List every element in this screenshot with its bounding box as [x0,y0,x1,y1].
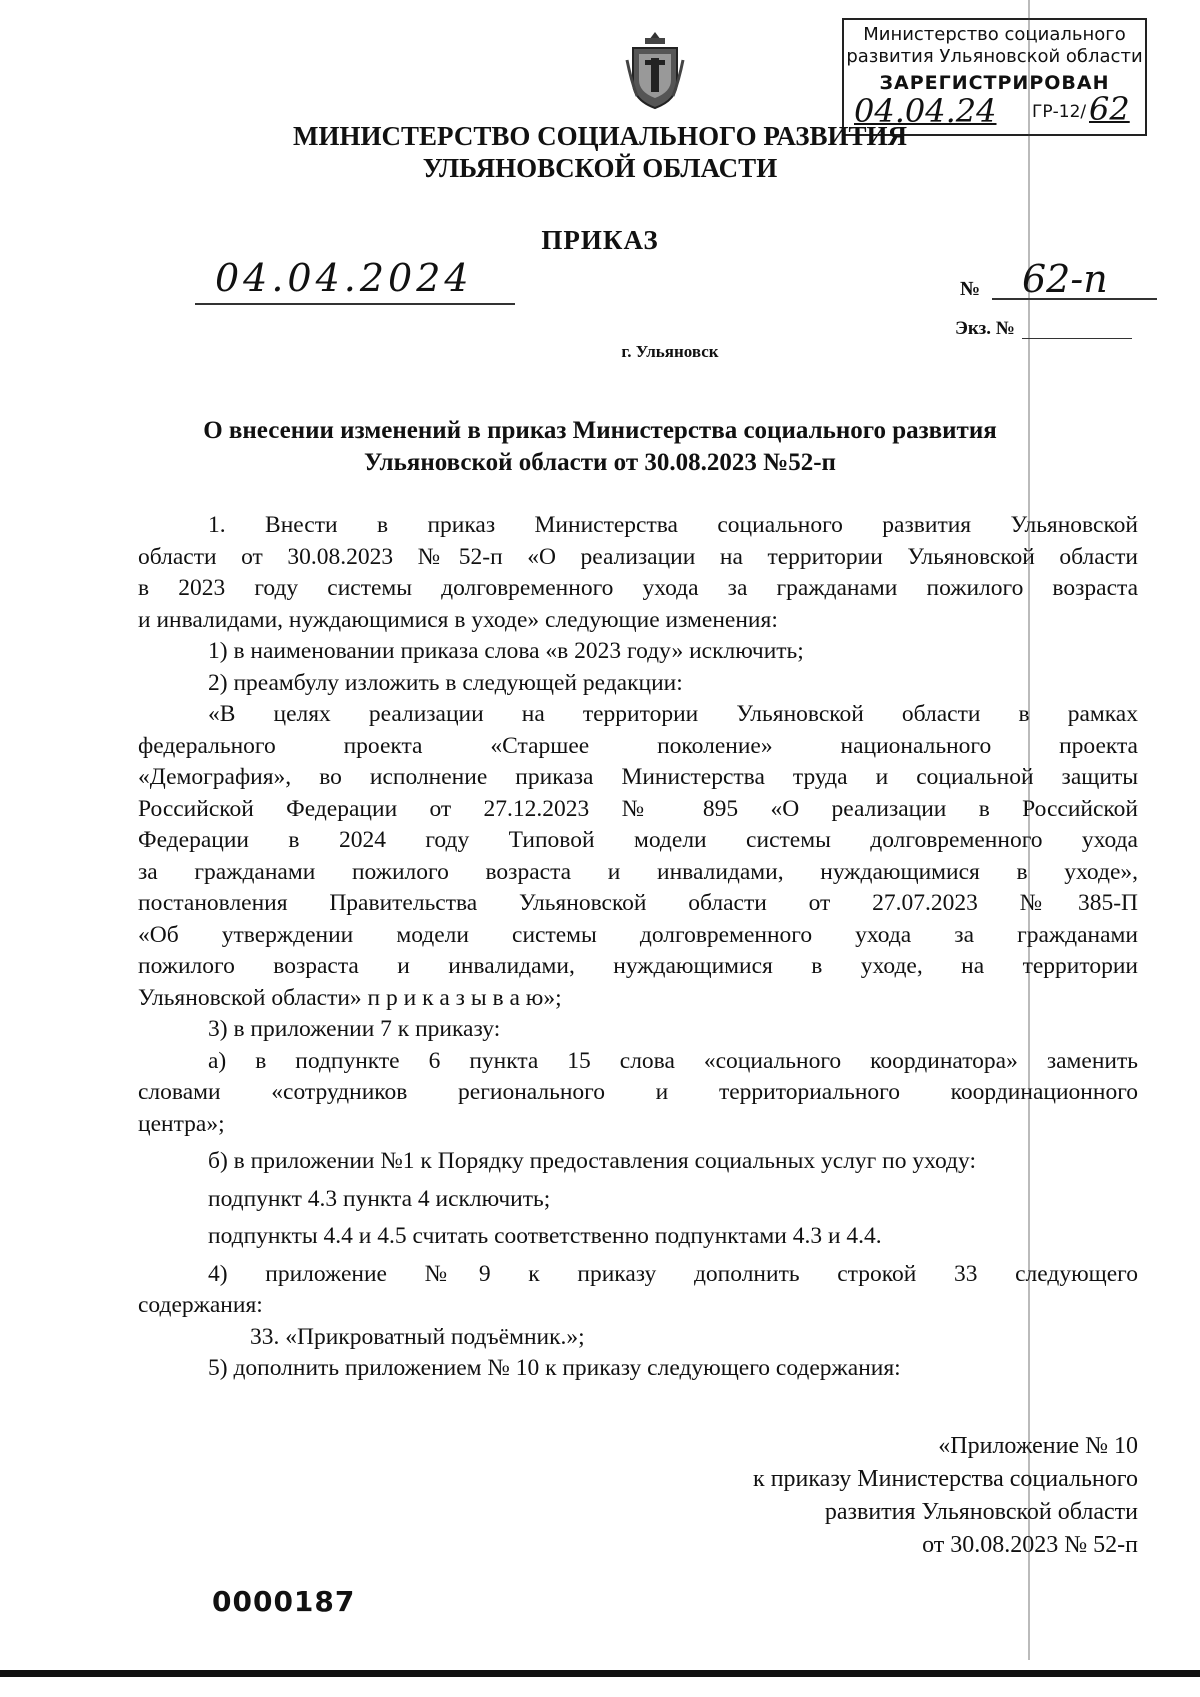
body-line: а) в подпункте 6 пункта 15 слова «социального координатора» заменить [208,1047,1138,1074]
body-line: «Демография», во исполнение приказа Министерства труда и социальной защиты [138,764,1138,790]
registration-stamp [842,18,1147,136]
subject-line2: Ульяновской области от 30.08.2023 №52-п [364,449,836,476]
body-line: б) в приложении №1 к Порядку предоставления социальных услуг по уходу: [208,1148,976,1174]
body-line: 1) в наименовании приказа слова «в 2023 году» исключить; [208,638,804,664]
body-line: словами «сотрудников регионального и территориального координационного [138,1079,1138,1105]
document-subject [0,415,1200,479]
ulyanovsk-coat-of-arms-icon [625,30,685,110]
stamp-status: ЗАРЕГИСТРИРОВАН [879,72,1110,94]
stamp-code: ГР-12/ [1032,102,1087,122]
scan-artifact-line [1028,0,1030,1660]
document-serial-number: 0000187 [212,1585,356,1618]
body-line: Российской Федерации от 27.12.2023 № 895 «О реализации в Российской [138,795,1138,822]
copy-number-label: Экз. № [955,318,1015,339]
ministry-name-line1: МИНИСТЕРСТВО СОЦИАЛЬНОГО РАЗВИТИЯ [293,121,907,151]
stamp-date: 04.04.24 [854,92,997,130]
order-number-label: № [960,278,981,300]
stamp-ministry-line2: развития Ульяновской области [846,46,1143,67]
document-body [138,510,1138,1385]
body-line: содержания: [138,1292,263,1318]
body-line: за гражданами пожилого возраста и инвалидами, нуждающимися в уходе», [138,858,1138,885]
body-line: области от 30.08.2023 №52-п «О реализации на территории Ульяновской области [138,543,1138,570]
body-line: 5) дополнить приложением № 10 к приказу следующего содержания: [208,1355,901,1381]
body-line: 33. «Прикроватный подъёмник.»; [250,1323,585,1350]
body-line: пожилого возраста и инвалидами, нуждающимися в уходе, на территории [138,953,1138,979]
body-line: подпункты 4.4 и 4.5 считать соответственно подпунктами 4.3 и 4.4. [208,1223,882,1249]
order-date: 04.04.2024 [195,255,515,305]
body-line: и инвалидами, нуждающимися в уходе» следующие изменения: [138,606,778,633]
body-line: центра»; [138,1110,225,1137]
body-line: 2) преамбулу изложить в следующей редакции: [208,669,683,696]
copy-number-blank [1022,338,1132,339]
appendix-line2: к приказу Министерства социального [753,1466,1138,1492]
bottom-border [0,1670,1200,1677]
stamp-number: 62 [1089,90,1130,128]
order-number: 62-п [992,260,1157,300]
appendix-header [600,1430,1138,1562]
body-line: 4) приложение №9 к приказу дополнить строкой 33 следующего [208,1260,1138,1287]
city: г. Ульяновск [621,342,719,361]
body-line: федерального проекта «Старшее поколение» национального проекта [138,732,1138,759]
body-line: 1. Внести в приказ Министерства социального развития Ульяновской [208,512,1138,538]
body-line: «В целях реализации на территории Ульяновской области в рамках [208,701,1138,727]
appendix-line4: от 30.08.2023 № 52-п [922,1532,1138,1558]
body-line: Федерации в 2024 году Типовой модели системы долговременного ухода [138,827,1138,853]
subject-line1: О внесении изменений в приказ Министерства социального развития [203,417,997,444]
body-line: «Об утверждении модели системы долговременного ухода за гражданами [138,921,1138,948]
body-line: постановления Правительства Ульяновской области от 27.07.2023 №385-П [138,890,1138,916]
ministry-name-line2: УЛЬЯНОВСКОЙ ОБЛАСТИ [422,153,778,183]
body-line: в 2023 году системы долговременного ухода за гражданами пожилого возраста [138,575,1138,601]
body-line: подпункт 4.3 пункта 4 исключить; [208,1185,551,1212]
document-type: ПРИКАЗ [541,225,659,255]
appendix-line3: развития Ульяновской области [824,1499,1138,1525]
body-line: 3) в приложении 7 к приказу: [208,1016,501,1042]
stamp-ministry-line1: Министерство социального [863,24,1126,45]
body-line: Ульяновской области» п р и к а з ы в а ю»; [138,984,562,1011]
appendix-line1: «Приложение № 10 [938,1433,1138,1459]
